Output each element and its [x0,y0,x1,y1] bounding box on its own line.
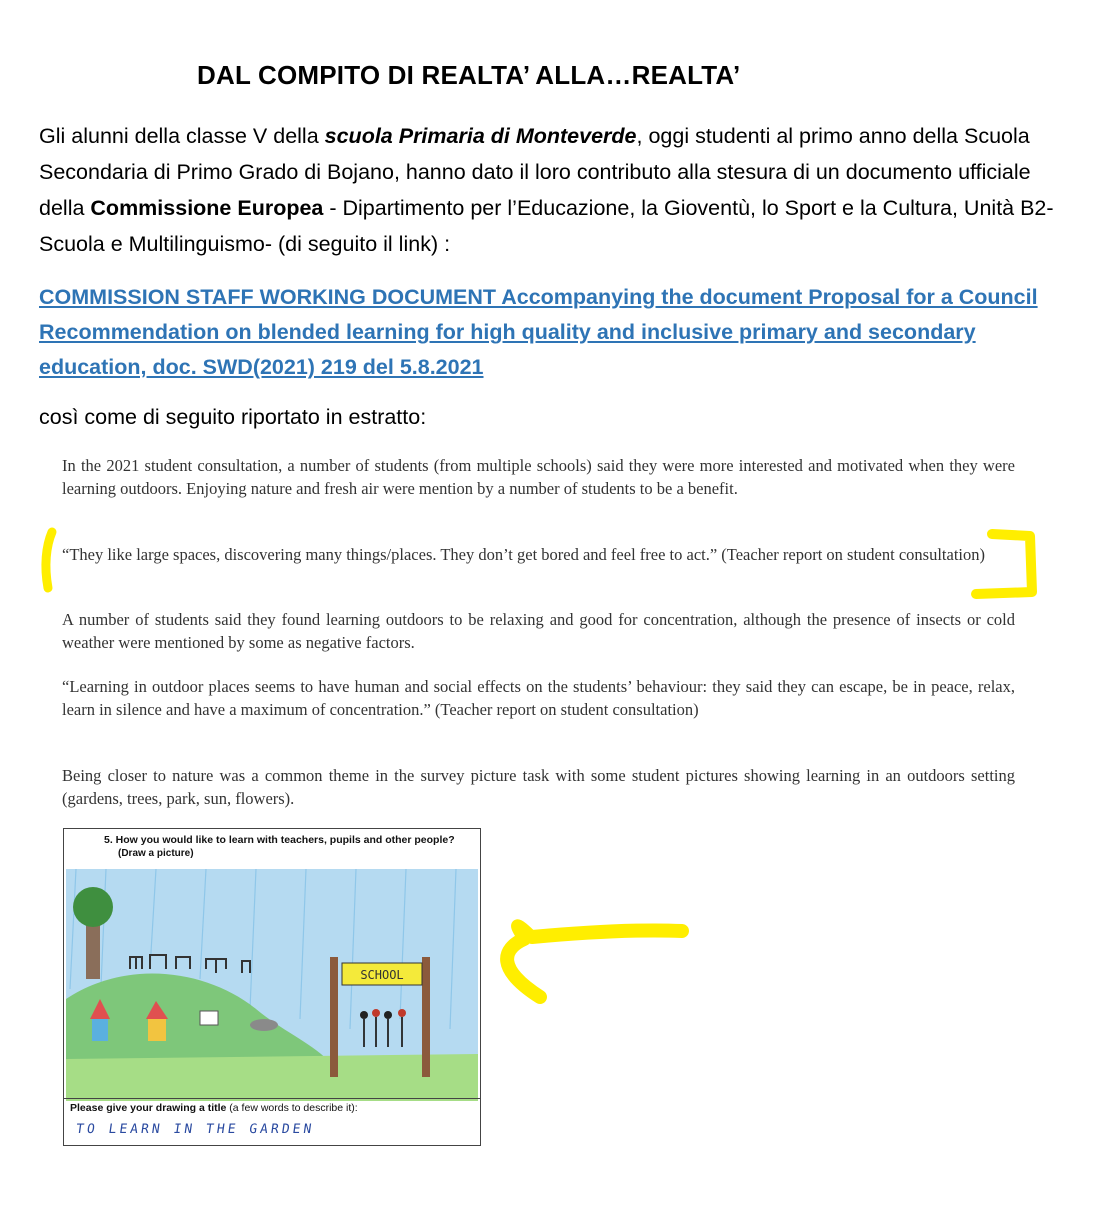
excerpt-paragraph-4: “Learning in outdoor places seems to have human and social effects on the students’ behaviour: they said they can escape, be in peace, relax, learn in silence and have a maximum of concentration.” (Teacher report on student consultation) [62,677,1015,719]
commission-name: Commissione Europea [90,196,324,220]
handwritten-drawing-title: TO LEARN IN THE GARDEN [74,1122,316,1137]
student-drawing-card [63,828,481,1146]
school-sign-text: SCHOOL [360,968,404,982]
excerpt-paragraph-2: “They like large spaces, discovering many things/places. They don’t get bored and feel free to act.” (Teacher report on student consultation) [62,545,985,564]
excerpt-intro: così come di seguito riportato in estratto: [39,405,427,429]
excerpt-paragraph-5: Being closer to nature was a common theme in the survey picture task with some student pictures showing learning in an outdoors setting (gardens, trees, park, sun, flowers). [62,766,1015,808]
page-title: DAL COMPITO DI REALTA’ ALLA…REALTA’ [197,60,741,90]
intro-text-1: Gli alunni della classe V della [39,124,325,148]
document-link[interactable]: COMMISSION STAFF WORKING DOCUMENT Accompanying the document Proposal for a Council Recommendation on blended learning for high quality and inclusive primary and secondary education, doc. SWD(2021) 219 del 5.8.2021 [39,285,1038,379]
caption-label: Please give your drawing a title (a few words to describe it): [70,1102,358,1114]
excerpt-paragraph-3: A number of students said they found learning outdoors to be relaxing and good for concentration, although the presence of insects or cold weather were mentioned by some as negative factors. [62,610,1015,652]
yellow-arrow-icon [486,913,696,1013]
intro-text-3: - Dipartimento per l’Educazione, la Gioventù, lo Sport e la Cultura, Unità B2- Scuola e Multilinguismo- (di seguito il link) : [39,196,1054,256]
garden-drawing-picture [66,869,478,1101]
caption-divider [64,1098,480,1099]
drawing-question: 5. How you would like to learn with teachers, pupils and other people? (Draw a picture) [104,834,455,859]
school-name: scuola Primaria di Monteverde [324,124,637,148]
right-highlight-bracket [970,522,1050,602]
left-highlight-bracket [36,526,62,596]
excerpt-paragraph-1: In the 2021 student consultation, a number of students (from multiple schools) said they were more interested and motivated when they were learning outdoors. Enjoying nature and fresh air were mention by a number of students to be a benefit. [62,456,1015,498]
intro-text-2: , oggi studenti al primo anno della Scuola Secondaria di Primo Grado di Bojano, hanno dato il loro contributo alla stesura di un documento ufficiale della [39,124,1031,220]
intro-paragraph [39,118,1069,262]
